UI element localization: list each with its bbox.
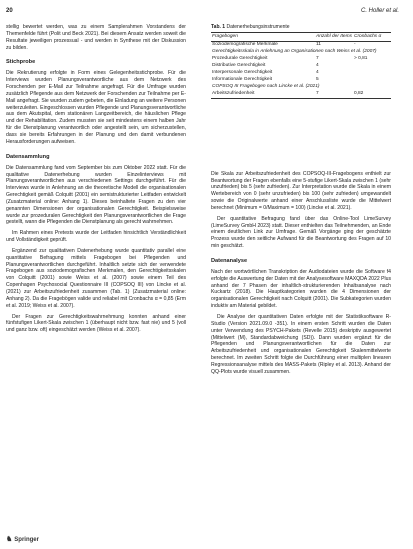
section-heading-stichprobe: Stichprobe (6, 59, 36, 66)
publisher-logo-text: Springer (14, 537, 39, 543)
paragraph-datenanalyse-1: Nach der wortwörtlichen Transkription der Audiodateien wurde die Software f4 erfolgte die Auswertung der Daten mit der Analysesoftware MAXQDA 2022 Plus anhand der 7 Phasen der inhaltlich-strukturierenden Inhaltsanalyse nach Kuckartz (2018). Die Hauptkategorien wurden die 4 Dimensionen der organisationalen Gerechtigkeit nach Colquitt (2001). Die Subkategorien wurden induktiv am Material gebildet. (211, 268, 391, 310)
publisher-logo (6, 535, 39, 543)
table-cell: 11 (316, 42, 321, 48)
table-cell: 5 (316, 77, 319, 83)
table-header-cell: Anzahl der Items (315, 33, 353, 42)
table-cell: Gerechtigkeitsskala in Anlehnung an Organisationen nach Weiss et al. (2007) (212, 49, 377, 55)
paragraph-datensammlung-4: Der Fragen zur Gerechtigkeitswahrnehmung konnten anhand einer fünfstufigen Likert-Skala zwischen 1 (überhaupt nicht bzw. fast nie) und 5 (voll und ganz bzw. oft) eingeschätzt werden (Weiss et al. 2007). (6, 313, 186, 334)
paragraph-datensammlung-3: Ergänzend zur qualitativen Datenerhebung wurde quantitativ parallel eine quantitative Befragung mittels Fragebogen bei Pflegenden und Planungsverantwortlichen durchgeführt. Inhaltlich setzte sich der verwendete Fragebogen aus soziodemografischen Merkmalen, den Gerechtigkeitsskalen von Colquitt (2001) sowie Weiss et al. (2007) sowie einem Teil des Copenhagen Psychosocial Questionnaire III (COPSOQ III) von Lincke et al. (2021) zur Arbeitszufriedenheit zusammen (Tab. 1) (Zusatzmaterial online: Anhang 2). Da die Fragebögen valide und reliabel mit Cronbachs α = 0,85 (Erm et al. 2019; Weiss et al. 2007). (6, 247, 186, 309)
table-header-cell: Cronbachs α (353, 33, 391, 42)
section-heading-datenanalyse: Datenanalyse (211, 257, 248, 264)
table-cell: Informationale Gerechtigkeit (212, 77, 272, 83)
table-cell: 7 (315, 91, 353, 98)
table-row (211, 63, 391, 70)
paragraph-intro: stellig bewertet werden, was zu einem Samplerahmen Vorstandens der Themenfelde führt (Polit und Beck 2021). Bei diesem Ansatz werden soweit die Resultate jeweiligen prozessual - und werden in Synthese mit der Diskussion zu bilden. (6, 24, 186, 51)
paragraph-right-1: Die Skala zur Arbeitszufriedenheit des COPSOQ-III-Fragebogens enthielt zur Beantwortung der Fragen ebenfalls eine 5-stufige Likert-Skala zwischen 1 (sehr unzufrieden) bis 5 (sehr zufrieden). Zur Interpretation wurde die Skala in einem Wertebereich von 0 (sehr unzufrieden) bis 100 (sehr zufrieden) umgewandelt sowie die Originalwerte anhand einer Anschlussliste wurde die Mittelwert berechnet (Minimum = 0/Maximum = 100) (Lincke et al. 2021). (211, 170, 391, 211)
left-column (6, 24, 186, 338)
table-cell: Interpersonale Gerechtigkeit (212, 70, 273, 76)
paragraph-datensammlung-1: Die Datensammlung fand vom September bis zum Oktober 2022 statt. Für die qualitative Datenerhebung wurden Einzelinterviews mit Planungsverantwortlichen aus verschiedenen Settings durchgeführt. Für die Interviews wurde in Anlehnung an die theoretische Modell die organisationalen Gerechtigkeit gemäß Colquitt (2001) ein semistrukturierter Leitfaden entwickelt (Zusatzmaterial online: Anhang 1). Dieses beinhaltete Fragen zu den vier genannten Dimensionen der organisationalen Gerechtigkeit. Beispielsweise wurde zur prozeduralen Gerechtigkeit den Planungsverantwortlichen die Frage gestellt, wann die Pflegenden die Dienstplanung als gerecht wahrnehmen. (6, 164, 186, 226)
table-row (211, 91, 391, 98)
table-block (211, 24, 391, 99)
table-cell: COPSOQ III Fragebogen nach Lincke et al. (2021) (212, 84, 320, 90)
table-cell (353, 70, 391, 77)
table-header-cell: Fragebogen (211, 33, 315, 42)
table-row (211, 56, 391, 63)
table-row (211, 41, 391, 48)
table-body (211, 41, 391, 98)
instrument-table (211, 32, 391, 99)
table-cell: 4 (316, 70, 319, 76)
table-cell: Prozedurale Gerechtigkeit (212, 56, 268, 62)
horse-logo-icon: ♞ (6, 536, 13, 543)
table-caption (211, 24, 391, 30)
table-header-row (211, 33, 391, 42)
table-caption-label: Tab. 1 (211, 24, 226, 30)
table-cell: Distributive Gerechtigkeit (212, 63, 266, 69)
table-section-row (211, 49, 391, 56)
paragraph-datenanalyse-2: Die Analyse der quantitativen Daten erfolgte mit der Statistiksoftware R-Studio (Version 2021.09.0 -351). In einem ersten Schritt wurden die Daten unter Verwendung des PSYCH-Pakets (Revelle 2015) deskriptiv ausgewertet (Mittelwert (M), Standardabweichung (SD)). Dann wurden ergänzt für die Pflegenden und Planungsverantwortlichen für die Daten zur Arbeitszufriedenheit und organisationalen Gerechtigkeit Skalenmittelwerte berechnet. Im zweiten Schritt folgte die Durchführung einer multiplen linearen Regressionsanalyse mittels des MASS-Pakets (Ripley et al. 2013). Anhand der QQ-Plots wurde visuell zusammen. (211, 314, 391, 375)
table-cell: 0,82 (353, 91, 391, 98)
table-row (211, 77, 391, 84)
table-cell: - (354, 42, 356, 48)
table-caption-text: Datenerhebungsinstrumente (226, 24, 290, 30)
page-number: 20 (6, 8, 13, 14)
table-cell: Soziodemografische Merkmale (212, 42, 278, 48)
table-cell: 7 (316, 56, 319, 62)
table-cell (353, 63, 391, 70)
paragraph-right-2: Der quantitative Befragung fand über das Online-Tool LimeSurvey (LimeSurvey GmbH 2023) statt. Dieser enthielten das Teilnehmenden, an Ende einem deutlichen Link zur Umfrage. Gemäß Vorgänge ging der geschätzte Prozess wurde den seitliche Aufwand für die Beantwortung des Fragen auf 10 min geschätzt. (211, 215, 391, 250)
table-cell: Arbeitszufriedenheit (211, 91, 315, 98)
running-author: C. Holler et al. (360, 8, 399, 14)
table-section-row (211, 84, 391, 91)
section-heading-datensammlung: Datensammlung (6, 153, 50, 160)
table-cell: > 0,81 (354, 56, 368, 62)
right-column (211, 24, 391, 380)
paragraph-datensammlung-2: Im Rahmen eines Pretests wurde der Leitfaden hinsichtlich Verständlichkeit und Vollständigkeit geprüft. (6, 230, 186, 244)
table-cell (353, 77, 391, 84)
table-cell: 4 (316, 63, 319, 69)
paragraph-stichprobe: Die Rekrutierung erfolgte in Form eines Gelegenheitsstichprobe. Für die Interviews wurden Planungsverantwortliche aus dem Netzwerk des Forschenden per E-Mail zur Teilnahme angefragt. Für die Umfrage wurden zusätzlich Pflegende aus dem Netzwerk der Forschenden zur Teilnahme per E-Mail angefragt. Sie wurden zudem gebeten, die Einladung an weitere Personen weiterzuleiten. Eingeschlossen wurden Pflegende und Planungsverantwortliche aus dem Akutspital, dem stationären Langzeitbereich, die häuslichen Pflege und der Rehabilitation. Zudem mussten sie seit mindestens einem halben Jahr für die Dienstplanung verantwortlich oder angestellt sein, um sicherzustellen, dass sie bereits Erfahrungen in der Planung und den damit verbundenen Herausforderungen aufweisen. (6, 70, 186, 145)
table-row (211, 70, 391, 77)
